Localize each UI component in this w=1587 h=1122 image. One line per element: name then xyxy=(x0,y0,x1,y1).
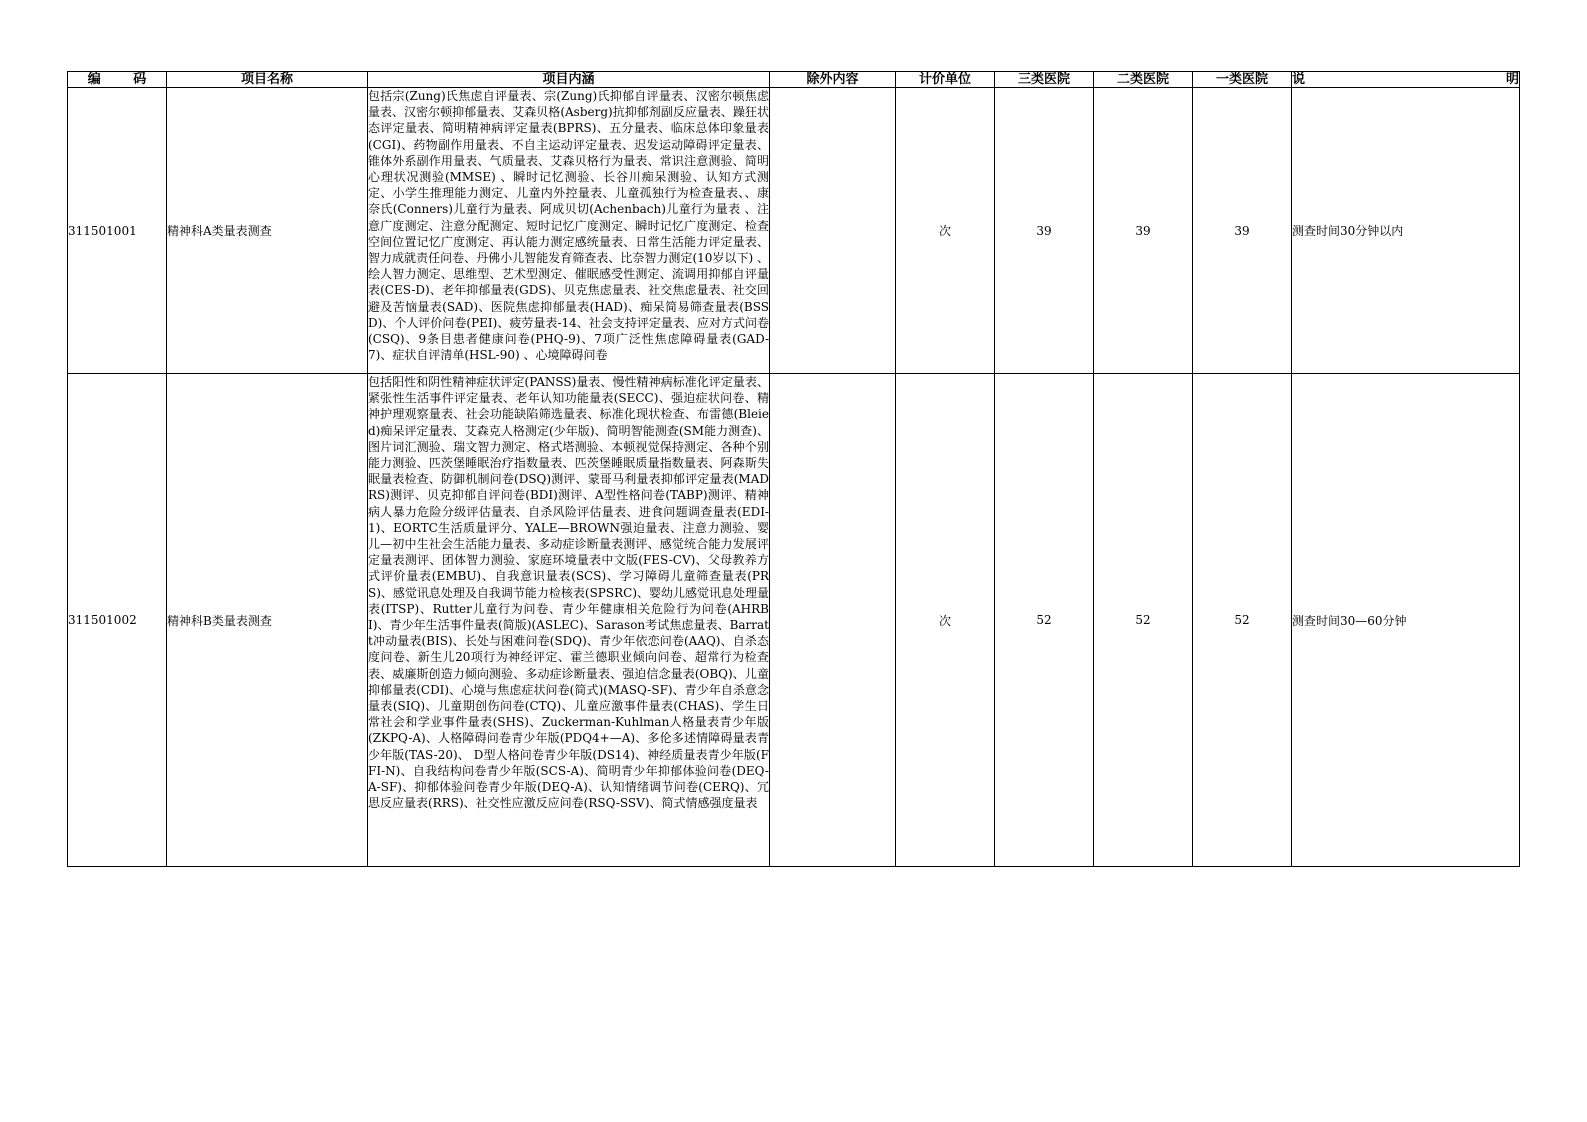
header-explanation xyxy=(1292,72,1520,88)
header-unit: 计价单位 xyxy=(896,72,995,88)
cell-code: 311501001 xyxy=(68,88,167,374)
cell-code: 311501002 xyxy=(68,374,167,867)
cell-grade2-price: 39 xyxy=(1094,88,1193,374)
fee-schedule-sheet xyxy=(67,71,1519,867)
cell-explanation: 测查时间30—60分钟 xyxy=(1292,374,1520,867)
header-exclusion: 除外内容 xyxy=(770,72,896,88)
cell-grade1-price: 39 xyxy=(1193,88,1292,374)
cell-item-name: 精神科A类量表测查 xyxy=(167,88,368,374)
header-grade1-hospital: 一类医院 xyxy=(1193,72,1292,88)
cell-grade2-price: 52 xyxy=(1094,374,1193,867)
header-code: 编 码 xyxy=(68,72,167,88)
cell-item-content xyxy=(368,374,770,867)
cell-item-content xyxy=(368,88,770,374)
header-grade2-hospital: 二类医院 xyxy=(1094,72,1193,88)
cell-grade3-price: 39 xyxy=(995,88,1094,374)
header-item-name: 项目名称 xyxy=(167,72,368,88)
item-content-text: 包括宗(Zung)氏焦虑自评量表、宗(Zung)氏抑郁自评量表、汉密尔顿焦虑量表、汉密尔顿抑郁量表、艾森贝格(Asberg)抗抑郁剂副反应量表、躁狂状态评定量表、简明精神病评定量表(BPRS)、五分量表、临床总体印象量表(CGI)、药物副作用量表、不自主运动评定量表、迟发运动障碍评定量表、锥体外系副作用量表、气质量表、艾森贝格行为量表、常识注意测验、简明心理状况测验(MMSE) 、瞬时记忆测验、长谷川痴呆测验、认知方式测定、小学生推理能力测定、儿童内外控量表、儿童孤独行为检查量表、、康奈氏(Conners)儿童行为量表、阿成贝切(Achenbach)儿童行为量表 、注意广度测定、注意分配测定、短时记忆广度测定、瞬时记忆广度测定、检查空间位置记忆广度测定、再认能力测定感统量表、日常生活能力评定量表、智力成就责任问卷、丹佛小儿智能发育筛查表、比奈智力测定(10岁以下) 、绘人智力测定、思维型、艺术型测定、催眠感受性测定、流调用抑郁自评量表(CES-D)、老年抑郁量表(GDS)、贝克焦虑量表、社交焦虑量表、社交回避及苦恼量表(SAD)、医院焦虑抑郁量表(HAD)、痴呆简易筛查量表(BSSD)、个人评价问卷(PEI)、疲劳量表-14、社会支持评定量表、应对方式问卷(CSQ)、9条目患者健康问卷(PHQ-9)、7项广泛性焦虑障碍量表(GAD-7)、症状自评清单(HSL-90) 、心境障碍问卷 xyxy=(368,89,769,363)
table-row xyxy=(68,88,1520,374)
header-item-content: 项目内涵 xyxy=(368,72,770,88)
header-row xyxy=(68,72,1520,88)
header-explanation-left: 说 xyxy=(1292,72,1306,87)
cell-grade3-price: 52 xyxy=(995,374,1094,867)
table-row xyxy=(68,374,1520,867)
fee-schedule-table xyxy=(67,71,1520,867)
cell-exclusion xyxy=(770,88,896,374)
cell-unit: 次 xyxy=(896,88,995,374)
cell-exclusion xyxy=(770,374,896,867)
header-explanation-right: 明 xyxy=(1505,72,1519,87)
cell-grade1-price: 52 xyxy=(1193,374,1292,867)
cell-explanation: 测查时间30分钟以内 xyxy=(1292,88,1520,374)
header-grade3-hospital: 三类医院 xyxy=(995,72,1094,88)
item-content-text: 包括阳性和阴性精神症状评定(PANSS)量表、慢性精神病标准化评定量表、紧张性生活事件评定量表、老年认知功能量表(SECC)、强迫症状问卷、精神护理观察量表、社会功能缺陷筛选量表、标准化现状检查、布雷德(Bleied)痴呆评定量表、艾森克人格测定(少年版)、简明智能测查(SM能力测查)、图片词汇测验、瑞文智力测定、格式塔测验、本顿视觉保持测定、各种个别能力测验、匹茨堡睡眠治疗指数量表、匹茨堡睡眠质量指数量表、阿森斯失眠量表检查、防御机制问卷(DSQ)测评、蒙哥马利量表抑郁评定量表(MADRS)测评、贝克抑郁自评问卷(BDI)测评、A型性格问卷(TABP)测评、精神病人暴力危险分级评估量表、自杀风险评估量表、进食问题调查量表(EDI-1)、EORTC生活质量评分、YALE—BROWN强迫量表、注意力测验、婴儿—初中生社会生活能力量表、多动症诊断量表测评、感觉统合能力发展评定量表测评、团体智力测验、家庭环境量表中文版(FES-CV)、父母教养方式评价量表(EMBU)、自我意识量表(SCS)、学习障碍儿童筛查量表(PRS)、感觉讯息处理及自我调节能力检核表(SPSRC)、婴幼儿感觉讯息处理量表(ITSP)、Rutter儿童行为问卷、青少年健康相关危险行为问卷(AHRBI)、青少年生活事件量表(简版)(ASLEC)、Sarason考试焦虑量表、Barratt冲动量表(BIS)、长处与困难问卷(SDQ)、青少年依恋问卷(AAQ)、自杀态度问卷、新生儿20项行为神经评定、霍兰德职业倾向问卷、超常行为检查表、威廉斯创造力倾向测验、多动症诊断量表、强迫信念量表(OBQ)、儿童抑郁量表(CDI)、心境与焦虑症状问卷(简式)(MASQ-SF)、青少年自杀意念量表(SIQ)、儿童期创伤问卷(CTQ)、儿童应激事件量表(CHAS)、学生日常社会和学业事件量表(SHS)、Zuckerman-Kuhlman人格量表青少年版(ZKPQ-A)、人格障碍问卷青少年版(PDQ4+—A)、多伦多述情障碍量表青少年版(TAS-20)、 D型人格问卷青少年版(DS14)、神经质量表青少年版(FFI-N)、自我结构问卷青少年版(SCS-A)、简明青少年抑郁体验问卷(DEQ-A-SF)、抑郁体验问卷青少年版(DEQ-A)、认知情绪调节问卷(CERQ)、冗思反应量表(RRS)、社交性应激反应问卷(RSQ-SSV)、简式情感强度量表 xyxy=(368,375,769,811)
cell-unit: 次 xyxy=(896,374,995,867)
cell-item-name: 精神科B类量表测查 xyxy=(167,374,368,867)
